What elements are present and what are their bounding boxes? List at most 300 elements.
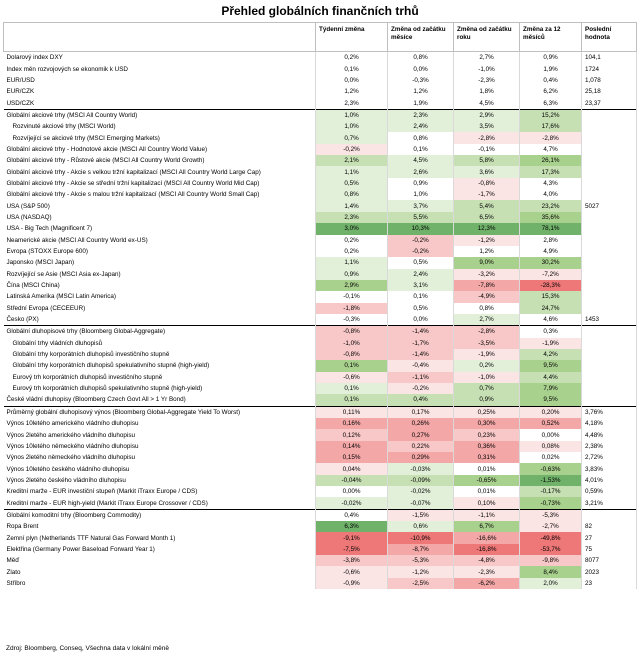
cell-a: 26,1% — [520, 155, 582, 166]
cell-m: 0,1% — [388, 291, 454, 302]
cell-m: -5,3% — [388, 555, 454, 566]
cell-w: 6,3% — [316, 521, 388, 532]
table-row — [4, 109, 637, 121]
page-title: Přehled globálních finančních trhů — [221, 4, 419, 18]
cell-m: -0,2% — [388, 235, 454, 246]
cell-w: 1,4% — [316, 200, 388, 211]
cell-m: -0,2% — [388, 383, 454, 394]
cell-m: -0,07% — [388, 497, 454, 509]
row-label: Globální akciové trhy (MSCI All Country World) — [4, 109, 316, 121]
cell-m: -0,03% — [388, 463, 454, 474]
cell-a: 0,08% — [520, 441, 582, 452]
cell-y: 0,10% — [454, 497, 520, 509]
cell-m: 0,0% — [388, 63, 454, 74]
cell-w: 1,0% — [316, 109, 388, 121]
cell-m: -2,5% — [388, 578, 454, 589]
row-label: Index měn rozvojových se ekonomik k USD — [4, 63, 316, 74]
row-label: Výnos 2letého amerického vládního dluhopisu — [4, 429, 316, 440]
cell-a: 4,2% — [520, 349, 582, 360]
row-label: Výnos 10letého amerického vládního dluhopisu — [4, 418, 316, 429]
cell-y: -2,8% — [454, 326, 520, 338]
cell-y: -4,9% — [454, 291, 520, 302]
table-row — [4, 452, 637, 463]
cell-y: 6,5% — [454, 212, 520, 223]
cell-y: -3,2% — [454, 269, 520, 280]
cell-m: 3,1% — [388, 280, 454, 291]
cell-y: -16,8% — [454, 544, 520, 555]
cell-a: -1,53% — [520, 475, 582, 486]
cell-a: 0,00% — [520, 429, 582, 440]
cell-y: 2,7% — [454, 314, 520, 326]
cell-a: 2,0% — [520, 578, 582, 589]
table-row — [4, 235, 637, 246]
cell-last-value: 4,48% — [582, 429, 637, 440]
cell-y: 0,2% — [454, 360, 520, 371]
row-label: Globální akciové trhy - Akcie se střední tržní kapitalizací (MSCI All Country World Mid Cap) — [4, 178, 316, 189]
cell-a: 30,2% — [520, 257, 582, 268]
cell-last-value — [582, 155, 637, 166]
cell-last-value — [582, 372, 637, 383]
row-label: Globální akciové trhy - Akcie s velkou tržní kapitalizací (MSCI All Country World Large Cap) — [4, 166, 316, 177]
table-row — [4, 544, 637, 555]
table-row — [4, 212, 637, 223]
cell-last-value — [582, 383, 637, 394]
cell-a: 15,2% — [520, 109, 582, 121]
row-label: Kreditní marže - EUR investiční stupeň (Markit iTraxx Europe / CDS) — [4, 486, 316, 497]
cell-w: -0,8% — [316, 349, 388, 360]
cell-m: 1,9% — [388, 97, 454, 109]
cell-last-value: 3,83% — [582, 463, 637, 474]
table-row — [4, 280, 637, 291]
cell-a: -7,2% — [520, 269, 582, 280]
cell-m: 0,27% — [388, 429, 454, 440]
cell-m: 1,2% — [388, 86, 454, 97]
cell-w: -0,04% — [316, 475, 388, 486]
cell-y: 12,3% — [454, 223, 520, 234]
cell-y: 5,8% — [454, 155, 520, 166]
cell-last-value: 3,21% — [582, 497, 637, 509]
cell-m: -0,2% — [388, 246, 454, 257]
cell-a: 9,5% — [520, 360, 582, 371]
row-label: Kreditní marže - EUR high-yield (Markit iTraxx Europe Crossover / CDS) — [4, 497, 316, 509]
cell-last-value: 4,18% — [582, 418, 637, 429]
cell-m: 4,5% — [388, 155, 454, 166]
cell-w: 0,5% — [316, 178, 388, 189]
cell-last-value — [582, 394, 637, 406]
cell-w: -0,02% — [316, 497, 388, 509]
table-row — [4, 383, 637, 394]
row-label: Průměrný globální dluhopisový výnos (Bloomberg Global-Aggregate Yield To Worst) — [4, 406, 316, 418]
table-row — [4, 291, 637, 302]
table-row — [4, 52, 637, 64]
cell-y: -2,3% — [454, 75, 520, 86]
row-label: Čína (MSCI China) — [4, 280, 316, 291]
cell-last-value — [582, 280, 637, 291]
cell-last-value: 1,078 — [582, 75, 637, 86]
cell-a: 0,20% — [520, 406, 582, 418]
cell-m: 2,4% — [388, 269, 454, 280]
cell-y: 0,25% — [454, 406, 520, 418]
cell-y: -16,6% — [454, 532, 520, 543]
cell-last-value: 82 — [582, 521, 637, 532]
row-label: Výnos 2letého českého vládního dluhopisu — [4, 475, 316, 486]
cell-y: 0,01% — [454, 486, 520, 497]
cell-m: -1,1% — [388, 372, 454, 383]
row-label: Eurový trh korporátních dluhopisů investičního stupně — [4, 372, 316, 383]
cell-a: -0,63% — [520, 463, 582, 474]
row-label: EUR/CZK — [4, 86, 316, 97]
cell-a: 0,4% — [520, 75, 582, 86]
header-weekly: Týdenní změna — [316, 23, 388, 52]
table-row — [4, 555, 637, 566]
table-row — [4, 97, 637, 109]
cell-m: 0,8% — [388, 132, 454, 143]
row-label: USA (NASDAQ) — [4, 212, 316, 223]
cell-m: 1,0% — [388, 189, 454, 200]
table-row — [4, 257, 637, 268]
table-row — [4, 200, 637, 211]
cell-w: -9,1% — [316, 532, 388, 543]
cell-w: 0,14% — [316, 441, 388, 452]
row-label: Evropa (STOXX Europe 600) — [4, 246, 316, 257]
cell-w: 0,8% — [316, 189, 388, 200]
cell-w: 0,9% — [316, 269, 388, 280]
cell-w: -0,8% — [316, 326, 388, 338]
cell-m: 2,6% — [388, 166, 454, 177]
row-label: Dolarový index DXY — [4, 52, 316, 64]
header-12m: Změna za 12 měsíců — [520, 23, 582, 52]
cell-y: 0,36% — [454, 441, 520, 452]
cell-w: -0,9% — [316, 578, 388, 589]
cell-m: -1,4% — [388, 349, 454, 360]
cell-last-value — [582, 109, 637, 121]
cell-last-value: 5027 — [582, 200, 637, 211]
table-row — [4, 121, 637, 132]
cell-a: -0,73% — [520, 497, 582, 509]
cell-m: 10,3% — [388, 223, 454, 234]
cell-w: 2,3% — [316, 97, 388, 109]
row-label: Rozvíjející se Asie (MSCI Asia ex-Japan) — [4, 269, 316, 280]
cell-y: 4,5% — [454, 97, 520, 109]
table-row — [4, 497, 637, 509]
row-label: Výnos 10letého německého vládního dluhopisu — [4, 441, 316, 452]
cell-y: 6,7% — [454, 521, 520, 532]
cell-last-value — [582, 338, 637, 349]
cell-last-value: 23 — [582, 578, 637, 589]
row-label: EUR/USD — [4, 75, 316, 86]
table-row — [4, 246, 637, 257]
table-row — [4, 349, 637, 360]
cell-a: 9,5% — [520, 394, 582, 406]
cell-m: 0,29% — [388, 452, 454, 463]
cell-m: -1,4% — [388, 326, 454, 338]
cell-y: -4,8% — [454, 555, 520, 566]
cell-w: -0,2% — [316, 144, 388, 155]
cell-m: 0,5% — [388, 303, 454, 314]
cell-w: 3,0% — [316, 223, 388, 234]
cell-m: 0,5% — [388, 257, 454, 268]
cell-last-value — [582, 166, 637, 177]
cell-last-value — [582, 144, 637, 155]
cell-y: -0,65% — [454, 475, 520, 486]
cell-w: 1,1% — [316, 257, 388, 268]
cell-w: -0,6% — [316, 372, 388, 383]
cell-y: 3,5% — [454, 121, 520, 132]
cell-y: 0,8% — [454, 303, 520, 314]
cell-w: 0,12% — [316, 429, 388, 440]
cell-y: -1,7% — [454, 189, 520, 200]
cell-last-value: 2,72% — [582, 452, 637, 463]
cell-y: -0,8% — [454, 178, 520, 189]
cell-m: 0,26% — [388, 418, 454, 429]
cell-y: -0,1% — [454, 144, 520, 155]
cell-w: 2,3% — [316, 212, 388, 223]
cell-a: 4,6% — [520, 314, 582, 326]
table-row — [4, 406, 637, 418]
cell-a: -9,8% — [520, 555, 582, 566]
cell-w: -0,6% — [316, 566, 388, 577]
cell-y: 0,01% — [454, 463, 520, 474]
cell-m: 0,9% — [388, 178, 454, 189]
cell-a: -53,7% — [520, 544, 582, 555]
cell-last-value: 8077 — [582, 555, 637, 566]
cell-m: 0,1% — [388, 144, 454, 155]
cell-w: 0,1% — [316, 63, 388, 74]
table-row — [4, 566, 637, 577]
row-label: Česko (PX) — [4, 314, 316, 326]
row-label: Japonsko (MSCI Japan) — [4, 257, 316, 268]
market-table — [3, 22, 637, 589]
cell-y: -2,3% — [454, 566, 520, 577]
cell-last-value: 4,01% — [582, 475, 637, 486]
cell-a: -28,3% — [520, 280, 582, 291]
row-label: Globální komoditní trhy (Bloomberg Commodity) — [4, 509, 316, 521]
cell-y: -2,8% — [454, 132, 520, 143]
cell-w: 0,1% — [316, 360, 388, 371]
table-row — [4, 429, 637, 440]
row-label: Rozvíjející se akciové trhy (MSCI Emerging Markets) — [4, 132, 316, 143]
cell-last-value: 23,37 — [582, 97, 637, 109]
table-row — [4, 166, 637, 177]
cell-y: 2,9% — [454, 109, 520, 121]
cell-a: -0,17% — [520, 486, 582, 497]
cell-y: 9,0% — [454, 257, 520, 268]
cell-w: 0,15% — [316, 452, 388, 463]
cell-w: 0,11% — [316, 406, 388, 418]
cell-y: 0,30% — [454, 418, 520, 429]
row-label: Globální trhy vládních dluhopisů — [4, 338, 316, 349]
table-row — [4, 486, 637, 497]
table-row — [4, 326, 637, 338]
cell-w: 0,16% — [316, 418, 388, 429]
row-label: Neamerické akcie (MSCI All Country World ex-US) — [4, 235, 316, 246]
table-row — [4, 441, 637, 452]
cell-last-value — [582, 212, 637, 223]
cell-m: -0,3% — [388, 75, 454, 86]
cell-w: -7,5% — [316, 544, 388, 555]
cell-w: 0,2% — [316, 246, 388, 257]
table-row — [4, 314, 637, 326]
header-mtd: Změna od začátku měsíce — [388, 23, 454, 52]
table-row — [4, 75, 637, 86]
row-label: Globální akciové trhy - Růstové akcie (MSCI All Country World Growth) — [4, 155, 316, 166]
cell-m: 0,4% — [388, 394, 454, 406]
table-row — [4, 144, 637, 155]
cell-last-value: 2023 — [582, 566, 637, 577]
cell-y: -1,0% — [454, 63, 520, 74]
row-label: Eurový trh korporátních dluhopisů spekulativního stupně (high-yield) — [4, 383, 316, 394]
table-row — [4, 521, 637, 532]
header-ytd: Změna od začátku roku — [454, 23, 520, 52]
cell-last-value — [582, 509, 637, 521]
cell-m: 0,6% — [388, 521, 454, 532]
cell-a: -2,7% — [520, 521, 582, 532]
cell-y: -1,2% — [454, 235, 520, 246]
table-row — [4, 189, 637, 200]
cell-last-value — [582, 189, 637, 200]
cell-a: 35,6% — [520, 212, 582, 223]
cell-m: 0,22% — [388, 441, 454, 452]
cell-last-value: 104,1 — [582, 52, 637, 64]
cell-w: -3,8% — [316, 555, 388, 566]
cell-y: -1,9% — [454, 349, 520, 360]
row-label: USA - Big Tech (Magnificent 7) — [4, 223, 316, 234]
cell-a: 23,2% — [520, 200, 582, 211]
cell-m: -1,5% — [388, 509, 454, 521]
cell-m: -1,2% — [388, 566, 454, 577]
cell-a: 2,8% — [520, 235, 582, 246]
cell-y: -1,0% — [454, 372, 520, 383]
cell-a: 0,9% — [520, 52, 582, 64]
row-label: Střední Evropa (CECEEUR) — [4, 303, 316, 314]
cell-last-value — [582, 257, 637, 268]
cell-m: -0,09% — [388, 475, 454, 486]
cell-y: -3,5% — [454, 338, 520, 349]
cell-a: 4,3% — [520, 178, 582, 189]
header-row — [4, 23, 637, 52]
table-row — [4, 269, 637, 280]
row-label: Globální akciové trhy - Akcie s malou tržní kapitalizací (MSCI All Country World Small Cap) — [4, 189, 316, 200]
row-label: USA (S&P 500) — [4, 200, 316, 211]
cell-last-value — [582, 269, 637, 280]
cell-w: 1,0% — [316, 121, 388, 132]
cell-a: 6,3% — [520, 97, 582, 109]
cell-w: 0,04% — [316, 463, 388, 474]
table-row — [4, 532, 637, 543]
cell-y: 0,9% — [454, 394, 520, 406]
cell-m: 5,5% — [388, 212, 454, 223]
cell-last-value — [582, 360, 637, 371]
cell-a: 4,9% — [520, 246, 582, 257]
cell-m: -1,7% — [388, 338, 454, 349]
cell-m: -10,9% — [388, 532, 454, 543]
table-row — [4, 155, 637, 166]
cell-a: 78,1% — [520, 223, 582, 234]
row-label: Zlato — [4, 566, 316, 577]
row-label: Elektřina (Germany Power Baseload Forward Year 1) — [4, 544, 316, 555]
table-row — [4, 578, 637, 589]
header-last-value: Poslední hodnota — [582, 23, 637, 52]
cell-last-value: 75 — [582, 544, 637, 555]
cell-last-value — [582, 349, 637, 360]
cell-m: 2,4% — [388, 121, 454, 132]
source-note: Zdroj: Bloomberg, Conseq, Všechna data v lokální měně — [6, 645, 169, 652]
table-row — [4, 463, 637, 474]
cell-a: -1,9% — [520, 338, 582, 349]
cell-a: 0,02% — [520, 452, 582, 463]
cell-last-value — [582, 121, 637, 132]
cell-y: 1,2% — [454, 246, 520, 257]
cell-m: 0,8% — [388, 52, 454, 64]
cell-w: 2,9% — [316, 280, 388, 291]
cell-a: 8,4% — [520, 566, 582, 577]
cell-last-value — [582, 223, 637, 234]
cell-a: 24,7% — [520, 303, 582, 314]
cell-w: 0,4% — [316, 509, 388, 521]
cell-y: 0,31% — [454, 452, 520, 463]
table-row — [4, 86, 637, 97]
table-row — [4, 63, 637, 74]
cell-w: 1,1% — [316, 166, 388, 177]
cell-w: 0,7% — [316, 132, 388, 143]
cell-a: -2,8% — [520, 132, 582, 143]
cell-last-value: 1453 — [582, 314, 637, 326]
cell-w: 0,1% — [316, 394, 388, 406]
row-label: Globální akciové trhy - Hodnotové akcie (MSCI All Country World Value) — [4, 144, 316, 155]
cell-last-value — [582, 246, 637, 257]
cell-m: 0,17% — [388, 406, 454, 418]
cell-a: 0,3% — [520, 326, 582, 338]
row-label: Rozvinuté akciové trhy (MSCI World) — [4, 121, 316, 132]
cell-a: 4,4% — [520, 372, 582, 383]
cell-last-value: 3,76% — [582, 406, 637, 418]
cell-last-value: 27 — [582, 532, 637, 543]
cell-a: 4,0% — [520, 189, 582, 200]
row-label: Výnos 10letého českého vládního dluhopisu — [4, 463, 316, 474]
cell-w: 0,0% — [316, 75, 388, 86]
cell-a: 0,52% — [520, 418, 582, 429]
cell-last-value: 25,18 — [582, 86, 637, 97]
cell-w: -1,8% — [316, 303, 388, 314]
cell-y: -7,8% — [454, 280, 520, 291]
row-label: USD/CZK — [4, 97, 316, 109]
cell-y: 0,23% — [454, 429, 520, 440]
cell-y: 1,8% — [454, 86, 520, 97]
row-label: Měď — [4, 555, 316, 566]
cell-last-value — [582, 303, 637, 314]
table-row — [4, 303, 637, 314]
row-label: Výnos 2letého německého vládního dluhopisu — [4, 452, 316, 463]
row-label: Stříbro — [4, 578, 316, 589]
cell-y: 2,7% — [454, 52, 520, 64]
cell-a: 1,9% — [520, 63, 582, 74]
cell-last-value — [582, 132, 637, 143]
table-row — [4, 360, 637, 371]
cell-m: -0,02% — [388, 486, 454, 497]
cell-a: -5,3% — [520, 509, 582, 521]
cell-m: 0,0% — [388, 314, 454, 326]
cell-m: -0,4% — [388, 360, 454, 371]
cell-m: 2,3% — [388, 109, 454, 121]
cell-a: 7,9% — [520, 383, 582, 394]
cell-w: 0,2% — [316, 235, 388, 246]
cell-last-value: 0,59% — [582, 486, 637, 497]
table-row — [4, 178, 637, 189]
cell-a: 15,3% — [520, 291, 582, 302]
table-row — [4, 418, 637, 429]
cell-m: 3,7% — [388, 200, 454, 211]
cell-last-value — [582, 326, 637, 338]
